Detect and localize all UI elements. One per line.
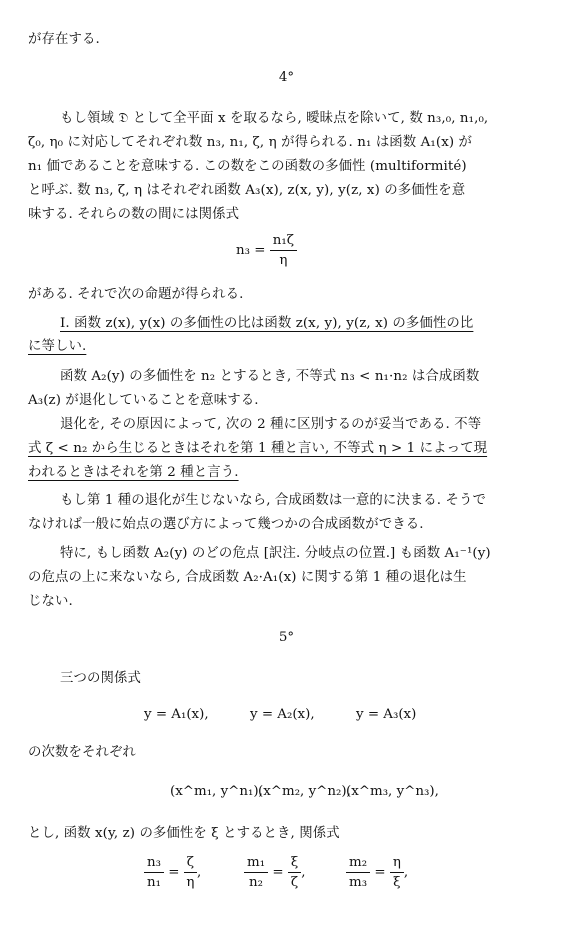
text-line: 特に, もし函数 A₂(y) のどの危点 [訳注. 分岐点の位置.] も函数 A₁⁻¹(y): [60, 546, 491, 561]
comma: ,: [197, 865, 202, 880]
fraction: [270, 233, 297, 268]
text-line: 味する. それらの数の間には関係式: [28, 207, 240, 222]
underlined-line: 式 ζ < n₂ から生じるときはそれを第 1 種と言い, 不等式 η > 1 によって現: [28, 441, 488, 456]
fraction: [144, 855, 164, 890]
text-line: がある. それで次の命題が得られる.: [28, 287, 244, 302]
section-heading-5: 5°: [278, 630, 295, 645]
ratio-equation-2: [244, 855, 306, 890]
underlined-line: われるときはそれを第 2 種と言う.: [28, 465, 239, 480]
fraction: [244, 855, 268, 890]
proposition-line: に等しい.: [28, 339, 87, 354]
degree-pair-2: (x^m₂, y^n₂),: [258, 784, 351, 799]
fraction: [390, 855, 404, 890]
equals-sign: =: [272, 865, 284, 880]
denominator: n₁: [147, 875, 161, 890]
ratio-equation-1: [144, 855, 201, 890]
text-line: と呼ぶ. 数 n₃, ζ, η はそれぞれ函数 A₃(x), z(x, y), y(z, x) の多価性を意: [28, 183, 466, 198]
numerator: ζ: [184, 855, 197, 873]
denominator: η: [279, 253, 288, 268]
fraction: [184, 855, 197, 890]
denominator: m₃: [349, 875, 368, 890]
equals-sign: =: [168, 865, 180, 880]
denominator: ζ: [290, 875, 299, 890]
text-line: とし, 函数 x(y, z) の多価性を ξ とするとき, 関係式: [28, 826, 340, 841]
comma: ,: [403, 865, 409, 880]
text-line: A₃(z) が退化していることを意味する.: [28, 393, 259, 408]
numerator: m₂: [346, 855, 370, 873]
text-line: n₁ 価であることを意味する. この数をこの函数の多価性 (multiformité): [28, 159, 467, 174]
equation-1: [236, 233, 297, 268]
numerator: m₁: [244, 855, 268, 873]
text-line: の危点の上に来ないなら, 合成函数 A₂·A₁(x) に関する第 1 種の退化は生: [28, 570, 467, 585]
denominator: ξ: [393, 875, 401, 890]
fraction: [346, 855, 370, 890]
degree-pair-1: (x^m₁, y^n₁),: [170, 784, 263, 799]
denominator: n₂: [249, 875, 264, 890]
equation-a3: y = A₃(x): [356, 707, 417, 722]
equals-sign: =: [374, 865, 386, 880]
comma: ,: [301, 865, 306, 880]
equation-a1: y = A₁(x),: [144, 707, 209, 722]
text-line: が存在する.: [28, 32, 100, 47]
proposition-line: I. 函数 z(x), y(x) の多価性の比は函数 z(x, y), y(z, x) の多価性の比: [60, 316, 474, 331]
denominator: η: [186, 875, 195, 890]
degree-pair-3: (x^m₃, y^n₃),: [346, 784, 439, 799]
numerator: n₁ζ: [270, 233, 297, 251]
text-line: もし領域 𝔇 として全平面 x を取るなら, 曖昧点を除いて, 数 n₃,₀, n₁,₀,: [60, 111, 489, 126]
text-line: じない.: [28, 594, 73, 609]
text-line: の次数をそれぞれ: [28, 745, 136, 760]
numerator: ξ: [288, 855, 301, 873]
text-line: 三つの関係式: [60, 671, 141, 686]
text-line: ζ₀, η₀ に対応してそれぞれ数 n₃, n₁, ζ, η が得られる. n₁ は函数 A₁(x) が: [28, 135, 473, 150]
text-line: なければ一般に始点の選び方によって幾つかの合成函数ができる.: [28, 517, 424, 532]
equation-a2: y = A₂(x),: [250, 707, 315, 722]
numerator: η: [390, 855, 404, 873]
text-line: 函数 A₂(y) の多価性を n₂ とするとき, 不等式 n₃ < n₁·n₂ は合成函数: [60, 369, 480, 384]
section-heading-4: 4°: [278, 70, 295, 85]
text-line: もし第 1 種の退化が生じないなら, 合成函数は一意的に決まる. そうで: [60, 493, 486, 508]
text-line: 退化を, その原因によって, 次の 2 種に区別するのが妥当である. 不等: [60, 417, 482, 432]
equation-lhs: n₃ =: [236, 243, 266, 258]
numerator: n₃: [144, 855, 164, 873]
ratio-equation-3: [346, 855, 408, 890]
fraction: [288, 855, 301, 890]
